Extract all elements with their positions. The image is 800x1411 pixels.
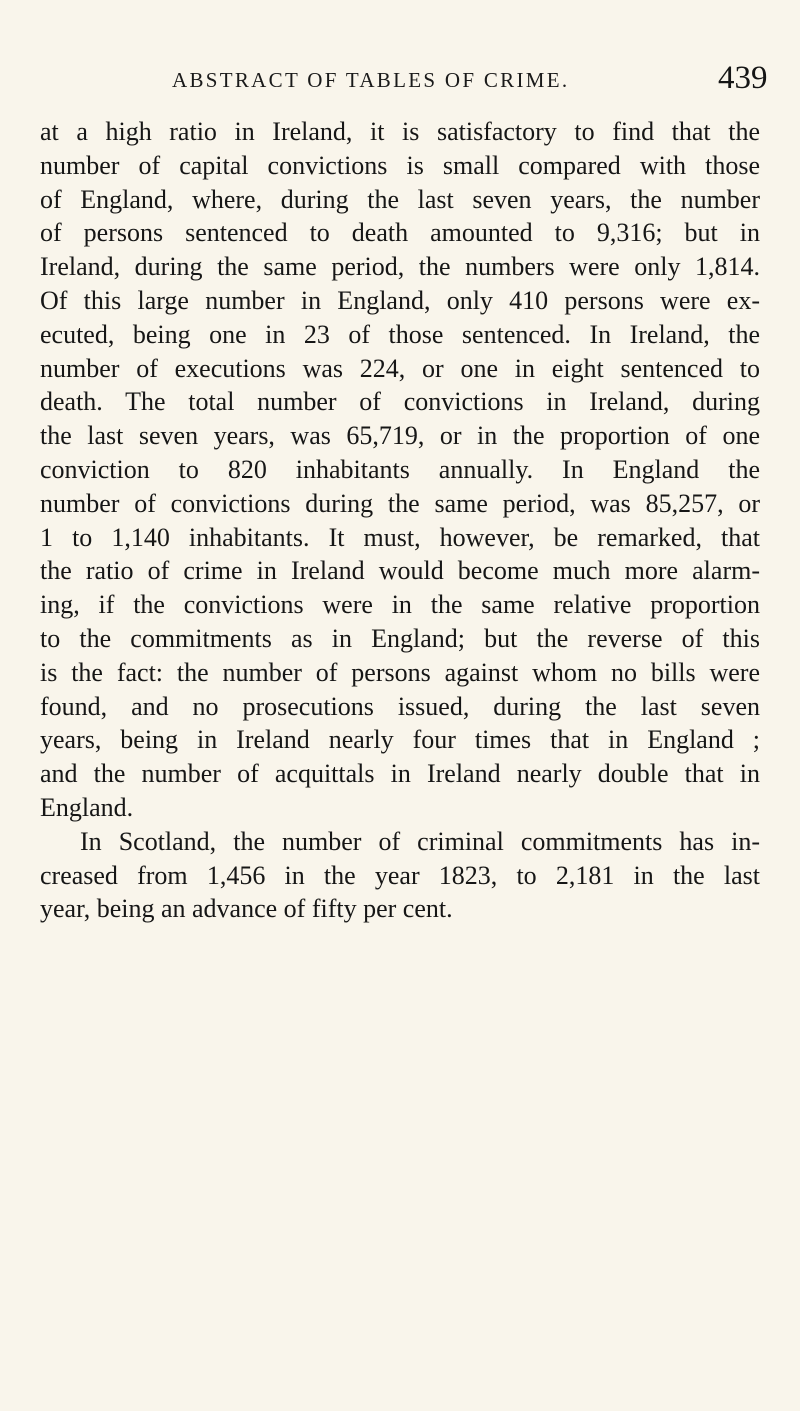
page-header bbox=[0, 60, 800, 104]
text-line: and the number of acquittals in Ireland nearly double that in bbox=[40, 759, 760, 789]
text-line: years, being in Ireland nearly four times that in England ; bbox=[40, 725, 760, 755]
body-text bbox=[40, 115, 760, 926]
text-line: the ratio of crime in Ireland would become much more alarm- bbox=[40, 556, 760, 586]
text-line: England. bbox=[40, 792, 134, 822]
text-line: 1 to 1,140 inhabitants. It must, however, be remarked, that bbox=[40, 522, 760, 552]
page-number: 439 bbox=[718, 60, 768, 96]
paragraph-2 bbox=[40, 825, 760, 926]
text-line: ing, if the convictions were in the same relative proportion bbox=[40, 590, 760, 620]
text-line: ecuted, being one in 23 of those sentenced. In Ireland, the bbox=[40, 319, 760, 349]
text-line: of England, where, during the last seven years, the number bbox=[40, 184, 760, 214]
text-line: Ireland, during the same period, the numbers were only 1,814. bbox=[40, 252, 760, 282]
text-line: creased from 1,456 in the year 1823, to 2,181 in the last bbox=[40, 860, 760, 890]
text-line: conviction to 820 inhabitants annually. In England the bbox=[40, 454, 760, 484]
text-line: the last seven years, was 65,719, or in the proportion of one bbox=[40, 421, 760, 451]
text-line: to the commitments as in England; but the reverse of this bbox=[40, 623, 760, 653]
text-line: number of executions was 224, or one in eight sentenced to bbox=[40, 353, 760, 383]
text-line: death. The total number of convictions in Ireland, during bbox=[40, 387, 760, 417]
running-title: ABSTRACT OF TABLES OF CRIME. bbox=[172, 68, 570, 92]
paragraph-1 bbox=[40, 115, 760, 825]
text-line: is the fact: the number of persons against whom no bills were bbox=[40, 657, 760, 687]
text-line: Of this large number in England, only 410 persons were ex- bbox=[40, 285, 760, 315]
text-line: number of convictions during the same period, was 85,257, or bbox=[40, 488, 760, 518]
text-line: number of capital convictions is small compared with those bbox=[40, 150, 760, 180]
text-line: In Scotland, the number of criminal commitments has in- bbox=[80, 826, 760, 856]
text-line: at a high ratio in Ireland, it is satisfactory to find that the bbox=[40, 117, 760, 146]
text-line: of persons sentenced to death amounted to 9,316; but in bbox=[40, 218, 760, 248]
text-line: found, and no prosecutions issued, during the last seven bbox=[40, 691, 760, 721]
text-line: year, being an advance of fifty per cent. bbox=[40, 894, 453, 924]
